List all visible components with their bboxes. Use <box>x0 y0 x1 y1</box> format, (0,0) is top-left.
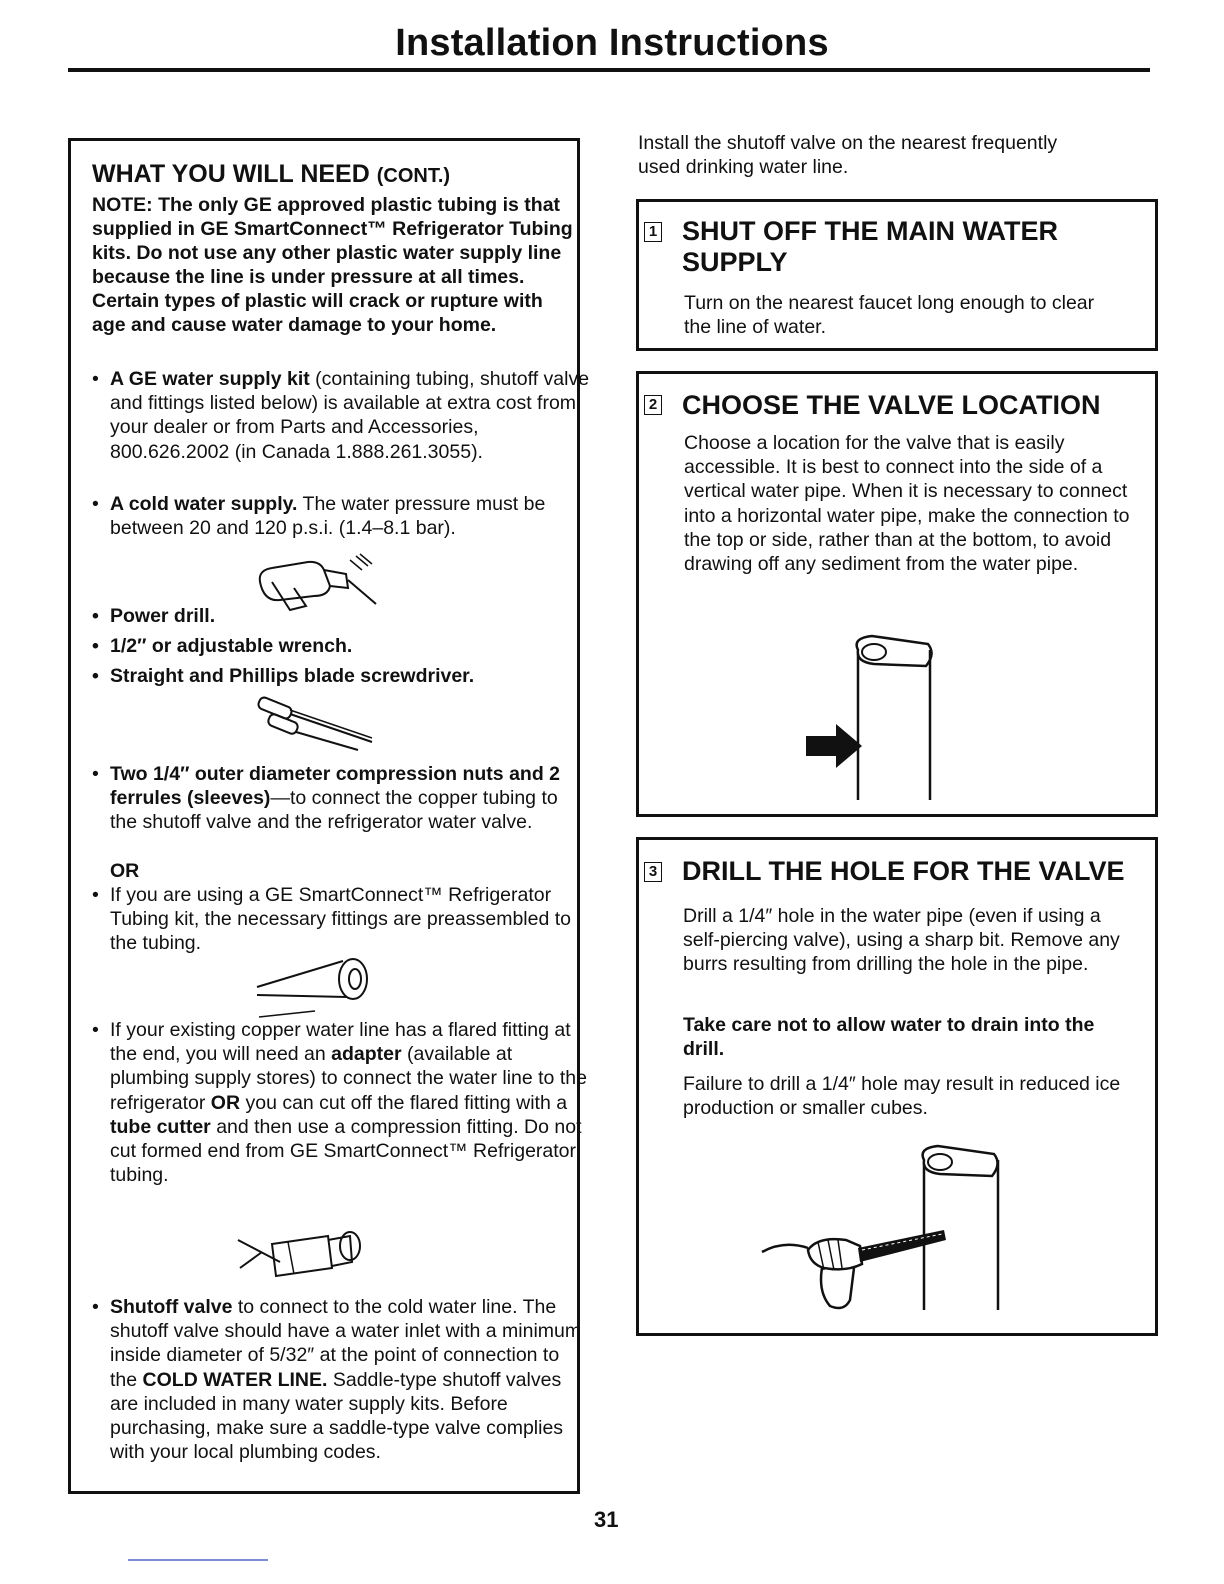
item-text: (available at plumbing supply stores) to connect the water line to the refrigerator <box>110 1043 587 1114</box>
drill-pipe-illustration <box>758 1140 1008 1315</box>
page-title: Installation Instructions <box>395 22 829 64</box>
item-text: to connect to the cold water line. The shutoff valve should have a water inlet with a minimum inside diameter of 5/32″ at the point of connection to the <box>110 1296 582 1391</box>
item-bold-or: OR <box>210 1091 241 1114</box>
note-paragraph: NOTE: The only GE approved plastic tubing is that supplied in GE SmartConnect™ Refrigerator Tubing kits. Do not use any other plastic water supply line because the line is under pressure at all times. Certain types of plastic will crack or rupture with age and cause water damage to your home. <box>92 194 573 336</box>
title-rule <box>68 68 1150 72</box>
vertical-pipe-illustration <box>800 630 950 805</box>
item-text: —to connect the copper tubing to the shutoff valve and the refrigerator water valve. <box>110 787 558 834</box>
item-bold-adapter: adapter <box>331 1043 402 1066</box>
list-item-wrench: • 1/2″ or adjustable wrench. <box>92 634 590 658</box>
item-bold: Two 1/4″ outer diameter compression nuts and 2 ferrules (sleeves) <box>110 763 560 810</box>
scan-artifact-line <box>128 1559 268 1561</box>
item-text: you can cut off the flared fitting with a <box>245 1091 568 1114</box>
list-item-compression-nuts <box>92 762 590 835</box>
heading-text: WHAT YOU WILL NEED <box>92 160 370 188</box>
intro-paragraph: Install the shutoff valve on the nearest frequently used drinking water line. <box>638 132 1058 179</box>
or-label: OR <box>110 860 140 882</box>
step-2-text: Choose a location for the valve that is easily accessible. It is best to connect into the side of a vertical water pipe. When it is necessary to connect into a horizontal water pipe, make the connection to the top or side, rather than at the bottom, to avoid drawing off any sediment from the water pipe. <box>684 432 1130 576</box>
item-text: Saddle-type shutoff valves are included in many water supply kits. Before purchasing, make sure a saddle-type valve complies with your local plumbing codes. <box>110 1368 564 1464</box>
step-3-title: DRILL THE HOLE FOR THE VALVE <box>682 856 1125 886</box>
item-bold: Shutoff valve <box>110 1296 233 1318</box>
list-item-screwdriver: • Straight and Phillips blade screwdriver. <box>92 664 590 688</box>
list-item-flared-fitting <box>92 1018 590 1187</box>
item-bold: A GE water supply kit <box>110 368 310 390</box>
what-you-will-need-heading <box>92 160 450 189</box>
shutoff-valve-illustration <box>232 1222 372 1286</box>
item-bold-tube-cutter: tube cutter <box>110 1115 211 1138</box>
heading-suffix: (CONT.) <box>376 165 451 187</box>
item-text: and then use a compression fitting. Do not cut formed end from GE SmartConnect™ Refrigerator tubing. <box>110 1115 582 1187</box>
item-text: The water pressure must be between 20 and 120 p.s.i. (1.4–8.1 bar). <box>110 493 546 540</box>
power-drill-illustration <box>250 552 390 612</box>
page-number: 31 <box>594 1507 619 1532</box>
step-1-text: Turn on the nearest faucet long enough to clear the line of water. <box>684 292 1095 339</box>
item-bold-cold-water: COLD WATER LINE. <box>142 1368 328 1391</box>
item-text: If your existing copper water line has a flared fitting at the end, you will need an <box>110 1019 571 1066</box>
step-3-text: Drill a 1/4″ hole in the water pipe (even if using a self-piercing valve), using a sharp bit. Remove any burrs resulting from drilling the hole in the pipe. <box>683 905 1120 976</box>
step-2-number: 2 <box>644 395 662 415</box>
list-item-shutoff-valve <box>92 1295 588 1464</box>
step-2-title: CHOOSE THE VALVE LOCATION <box>682 390 1101 420</box>
list-item-power-drill: • Power drill. <box>92 604 590 628</box>
list-item-cold-water-supply <box>92 492 590 540</box>
step-1-title: SHUT OFF THE MAIN WATER SUPPLY <box>682 216 1058 277</box>
step-1-number: 1 <box>644 222 662 242</box>
tube-fitting-illustration <box>255 955 375 1025</box>
screwdriver-illustration <box>250 694 380 754</box>
item-bold: A cold water supply. <box>110 493 298 515</box>
step-3-warning: Take care not to allow water to drain into the drill. <box>683 1014 1095 1061</box>
step-3-number: 3 <box>644 862 662 882</box>
list-item-smartconnect: • If you are using a GE SmartConnect™ Refrigerator Tubing kit, the necessary fittings are preassembled to the tubing. <box>92 883 580 956</box>
item-text: (containing tubing, shutoff valve and fittings listed below) is available at extra cost from your dealer or from Parts and Accessories, 800.626.2002 (in Canada 1.888.261.3055). <box>110 368 590 463</box>
list-item-water-supply-kit <box>92 367 590 464</box>
step-3-text-2: Failure to drill a 1/4″ hole may result in reduced ice production or smaller cubes. <box>683 1073 1121 1120</box>
